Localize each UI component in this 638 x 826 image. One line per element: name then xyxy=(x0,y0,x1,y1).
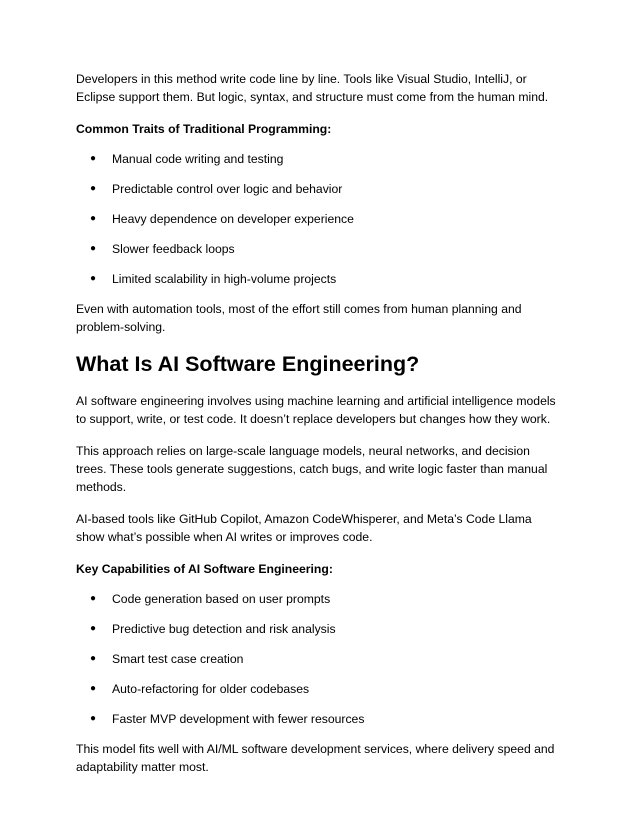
list-item xyxy=(76,210,562,228)
list-item-text: Smart test case creation xyxy=(112,652,244,666)
document-content xyxy=(76,70,562,790)
ai-paragraph: AI-based tools like GitHub Copilot, Amazon CodeWhisperer, and Meta’s Code Llama show what’s possible when AI writes or improves code. xyxy=(76,512,532,544)
list-item xyxy=(76,590,562,608)
list-item xyxy=(76,710,562,728)
list-item-text: Slower feedback loops xyxy=(112,242,235,256)
bullet-icon: ● xyxy=(90,273,97,284)
list-item-text: Auto-refactoring for older codebases xyxy=(112,682,310,696)
bullet-icon: ● xyxy=(90,683,97,694)
bullet-icon: ● xyxy=(90,183,97,194)
list-item xyxy=(76,650,562,668)
intro-paragraph: Developers in this method write code line by line. Tools like Visual Studio, IntelliJ, or Eclipse support them. But logic, syntax, and structure must come from the human mind. xyxy=(76,72,549,104)
bullet-icon: ● xyxy=(90,153,97,164)
bullet-icon: ● xyxy=(90,713,97,724)
traditional-traits-heading: Common Traits of Traditional Programming: xyxy=(76,122,332,136)
list-item-text: Predictable control over logic and behavior xyxy=(112,182,343,196)
bullet-icon: ● xyxy=(90,623,97,634)
capabilities-list xyxy=(76,590,562,728)
bullet-icon: ● xyxy=(90,593,97,604)
bullet-icon: ● xyxy=(90,213,97,224)
section-title: What Is AI Software Engineering? xyxy=(76,352,420,376)
list-item-text: Limited scalability in high-volume projects xyxy=(112,272,337,286)
list-item-text: Code generation based on user prompts xyxy=(112,592,331,606)
ai-paragraph: This approach relies on large-scale language models, neural networks, and decision trees. These tools generate suggestions, catch bugs, and write logic faster than manual methods. xyxy=(76,444,548,494)
traditional-closing-paragraph: Even with automation tools, most of the effort still comes from human planning and problem-solving. xyxy=(76,302,522,334)
list-item xyxy=(76,620,562,638)
capabilities-closing-paragraph: This model fits well with AI/ML software development services, where delivery speed and adaptability matter most. xyxy=(76,742,555,774)
capabilities-heading: Key Capabilities of AI Software Engineering: xyxy=(76,562,333,576)
list-item xyxy=(76,180,562,198)
list-item-text: Faster MVP development with fewer resources xyxy=(112,712,365,726)
traditional-traits-list xyxy=(76,150,562,288)
list-item-text: Manual code writing and testing xyxy=(112,152,284,166)
list-item xyxy=(76,240,562,258)
ai-paragraph: AI software engineering involves using machine learning and artificial intelligence models to support, write, or test code. It doesn’t replace developers but changes how they work. xyxy=(76,394,556,426)
list-item xyxy=(76,680,562,698)
bullet-icon: ● xyxy=(90,243,97,254)
list-item xyxy=(76,270,562,288)
list-item-text: Predictive bug detection and risk analysis xyxy=(112,622,336,636)
list-item-text: Heavy dependence on developer experience xyxy=(112,212,354,226)
list-item xyxy=(76,150,562,168)
bullet-icon: ● xyxy=(90,653,97,664)
